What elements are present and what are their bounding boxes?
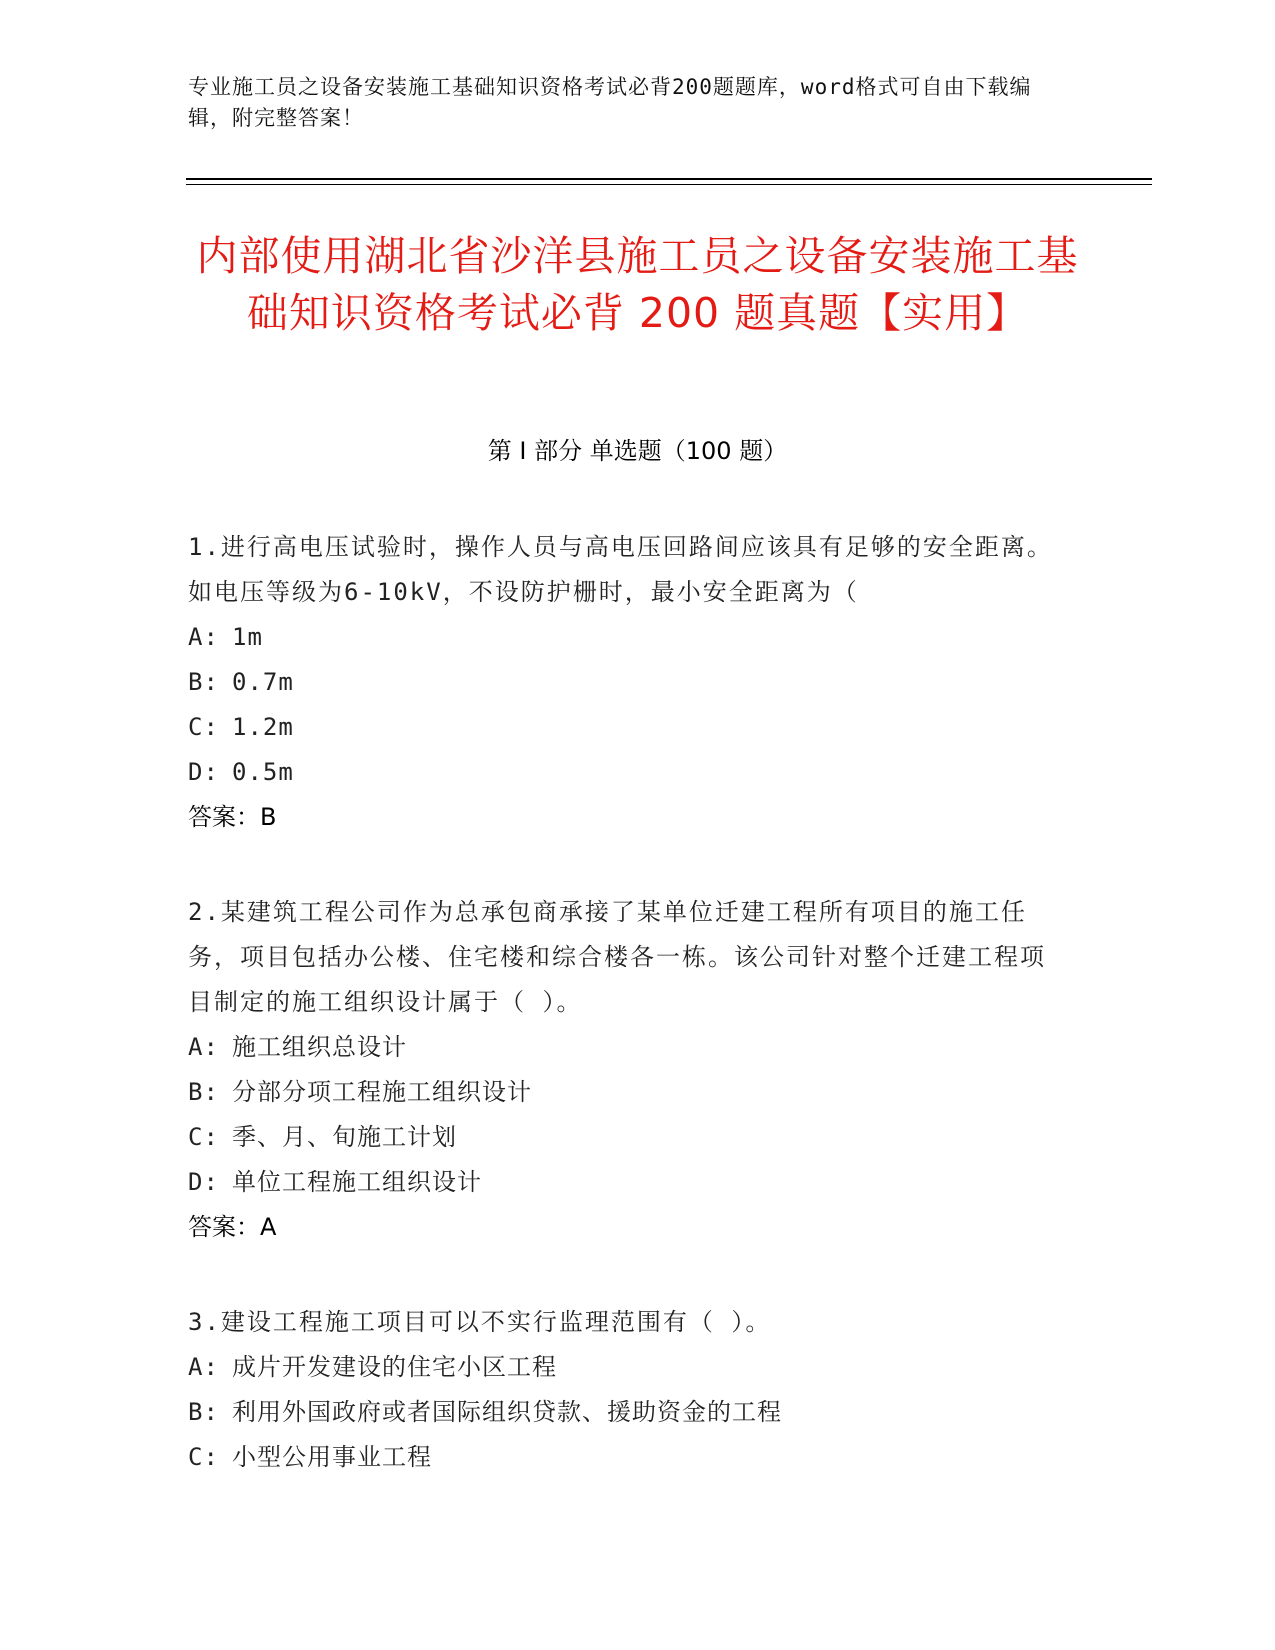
option-key: B: [188,1078,219,1106]
question-3 [188,1300,1068,1480]
option-b [188,660,1068,705]
question-text: 2.某建筑工程公司作为总承包商承接了某单位迁建工程所有项目的施工任务，项目包括办公楼、住宅楼和综合楼各一栋。该公司针对整个迁建工程项目制定的施工组织设计属于（ ）。 [188,898,1046,1016]
question-text: 3.建设工程施工项目可以不实行监理范围有（ ）。 [188,1308,772,1336]
option-c [188,1115,1068,1160]
answer-line: 答案：B [188,803,277,831]
option-a [188,1025,1068,1070]
question-2 [188,890,1068,1250]
option-text: 0.5m [232,758,294,786]
question-1 [188,525,1068,840]
option-key: D: [188,758,219,786]
option-text: 分部分项工程施工组织设计 [232,1078,532,1106]
option-key: A: [188,1033,219,1061]
header-rule-thin [186,184,1152,185]
option-text: 成片开发建设的住宅小区工程 [232,1353,557,1381]
option-d [188,1160,1068,1205]
option-text: 施工组织总设计 [232,1033,407,1061]
option-key: A: [188,623,219,651]
section-title: 第 I 部分 单选题（100 题） [487,437,788,465]
option-key: B: [188,668,219,696]
header-note: 专业施工员之设备安装施工基础知识资格考试必背200题题库，word格式可自由下载编辑，附完整答案！ [188,75,1032,130]
option-d [188,750,1068,795]
document-title: 内部使用湖北省沙洋县施工员之设备安装施工基础知识资格考试必背 200 题真题【实用】 [196,232,1079,337]
option-key: D: [188,1168,219,1196]
option-c [188,1435,1068,1480]
option-text: 1.2m [232,713,294,741]
option-c [188,705,1068,750]
option-key: C: [188,1443,219,1471]
option-b [188,1070,1068,1115]
option-a [188,615,1068,660]
option-key: C: [188,713,219,741]
option-key: A: [188,1353,219,1381]
option-key: C: [188,1123,219,1151]
option-b [188,1390,1068,1435]
option-text: 小型公用事业工程 [232,1443,432,1471]
question-text: 1.进行高电压试验时，操作人员与高电压回路间应该具有足够的安全距离。如电压等级为6-10kV，不设防护栅时，最小安全距离为（ [188,533,1053,606]
option-key: B: [188,1398,219,1426]
answer-line: 答案：A [188,1213,277,1241]
option-a [188,1345,1068,1390]
option-text: 0.7m [232,668,294,696]
header-rule-thick [186,178,1152,180]
option-text: 1m [232,623,263,651]
option-text: 利用外国政府或者国际组织贷款、援助资金的工程 [232,1398,782,1426]
option-text: 单位工程施工组织设计 [232,1168,482,1196]
option-text: 季、月、旬施工计划 [232,1123,457,1151]
